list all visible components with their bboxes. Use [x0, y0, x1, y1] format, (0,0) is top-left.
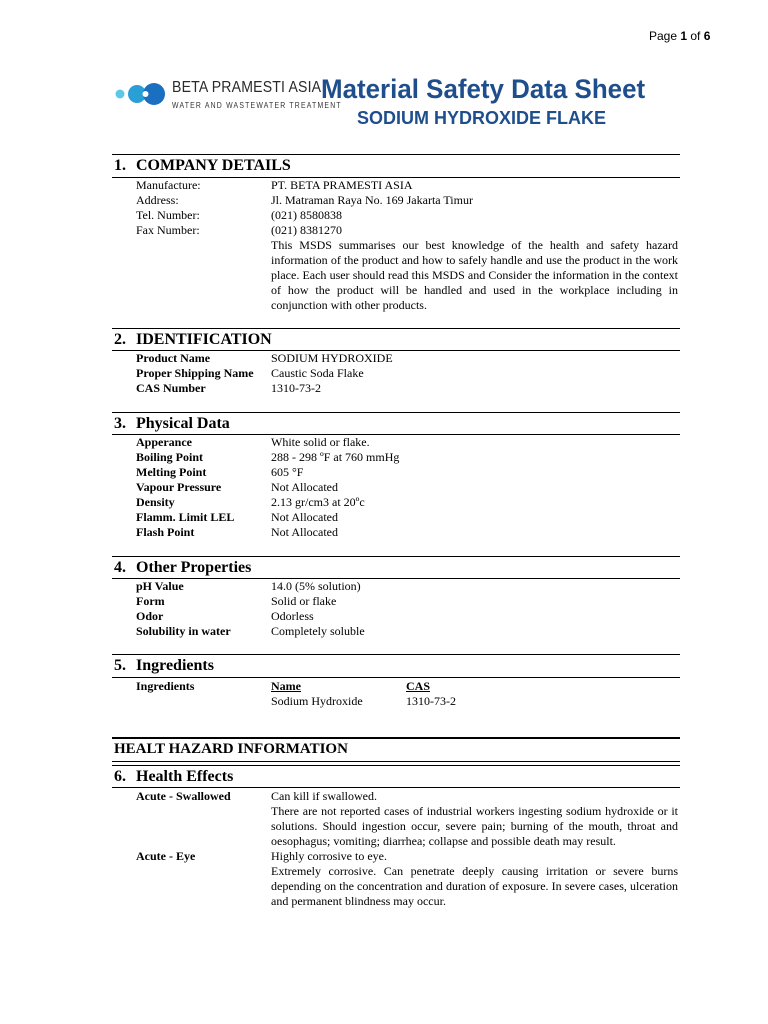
section-heading-company: 1. COMPANY DETAILS — [114, 157, 291, 174]
document-title: Material Safety Data Sheet — [321, 74, 646, 104]
section-rule — [112, 412, 680, 413]
section-rule — [112, 556, 680, 557]
document-subtitle: SODIUM HYDROXIDE FLAKE — [357, 108, 607, 128]
health-swallowed-text: There are not reported cases of industrial workers ingesting sodium hydroxide or it solutions. Should ingestion occur, severe pain; burning of the mouth, throat and oesophagus; vomiting; diarrhea; collapse and possible death may result. — [271, 804, 678, 848]
section-rule — [112, 765, 680, 766]
page-number: Page 1 of 6 — [649, 29, 711, 43]
logo-brand: BETA PRAMESTI ASIA — [172, 79, 322, 96]
section-rule — [112, 677, 680, 678]
ingredients-col-cas: CAS — [406, 679, 431, 693]
company-note: This MSDS summarises our best knowledge of the health and safety hazard information of the product and how to safely handle and use the product in the work place. Each user should read this MSDS and Consider the information in the context of how the product will be handled and used in the workplace including in conjunction with other products. — [271, 238, 678, 312]
health-eye-text: Extremely corrosive. Can penetrate deeply causing irritation or severe burns depending on the concentration and duration of exposure. In severe cases, ulceration and permanent blindness may occur. — [271, 864, 678, 908]
section-heading-ingredients: 5. Ingredients — [114, 657, 214, 674]
section-rule — [112, 154, 680, 155]
section-rule — [112, 761, 680, 762]
logo-tagline: WATER AND WASTEWATER TREATMENT — [172, 101, 342, 110]
section-heading-health: 6. Health Effects — [114, 768, 234, 785]
section-rule — [112, 328, 680, 329]
company-logo — [114, 79, 342, 119]
ingredient-cas: 1310-73-2 — [406, 694, 456, 708]
section-rule — [112, 787, 680, 788]
hazard-rule — [112, 737, 680, 739]
ingredients-col-name: Name — [271, 679, 301, 693]
section-heading-physical: 3. Physical Data — [114, 415, 230, 432]
section-heading-identification: 2. IDENTIFICATION — [114, 331, 272, 348]
ingredient-name: Sodium Hydroxide — [271, 694, 363, 708]
logo-mark-icon — [114, 81, 170, 107]
section-rule — [112, 654, 680, 655]
hazard-heading: HEALT HAZARD INFORMATION — [114, 741, 348, 757]
section-heading-other: 4. Other Properties — [114, 559, 252, 576]
